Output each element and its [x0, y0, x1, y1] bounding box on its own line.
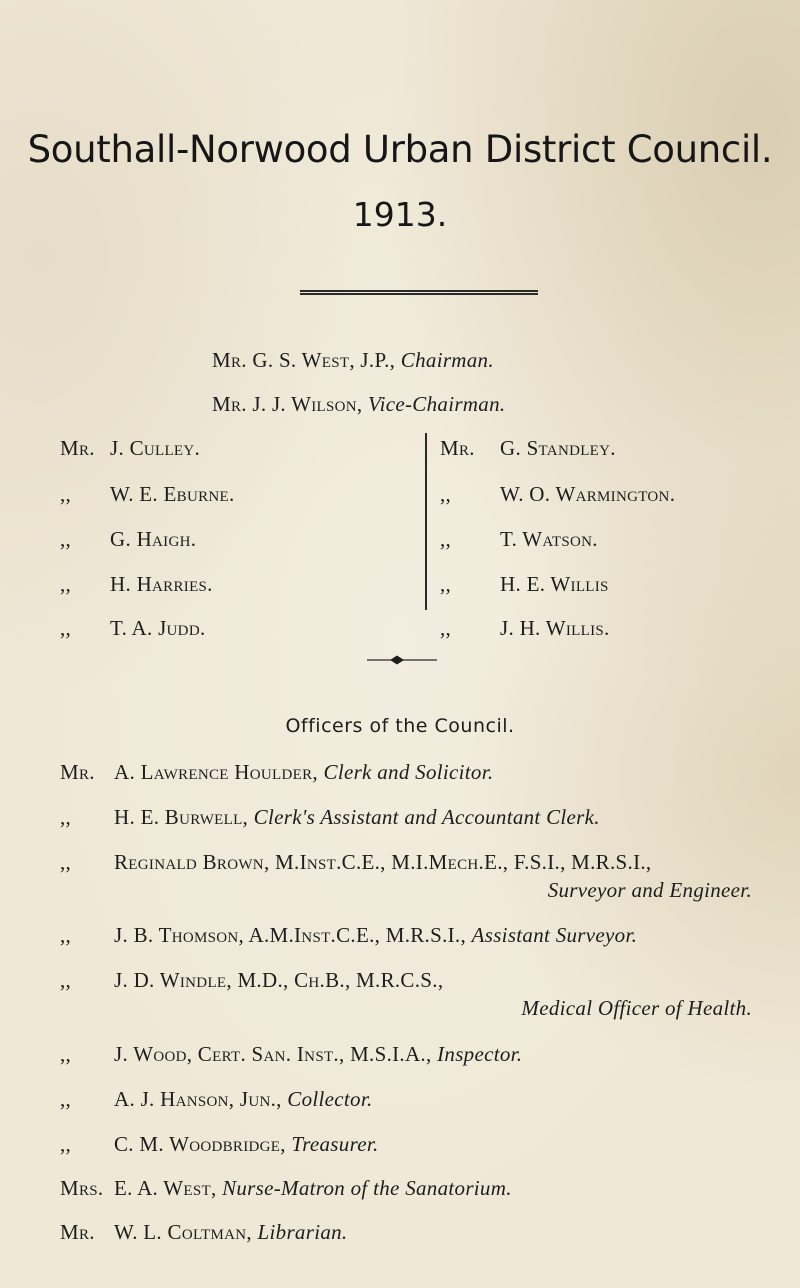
member-right-1: Mr. G. Standley.: [440, 436, 616, 460]
chairman-line: [212, 348, 494, 373]
column-divider: [425, 433, 427, 610]
member-right-5: ,, J. H. Willis.: [440, 616, 610, 640]
vice-chairman-name: Mr. J. J. Wilson,: [212, 392, 363, 416]
officer-entry-3-role: Surveyor and Engineer.: [547, 878, 752, 902]
vice-chairman-role: Vice-Chairman.: [368, 392, 506, 416]
officer-entry-2: ,, H. E. Burwell, Clerk's Assistant and Accountant Clerk.: [60, 805, 600, 829]
member-left-5: ,, T. A. Judd.: [60, 616, 206, 640]
member-left-4: ,, H. Harries.: [60, 572, 213, 596]
member-left-2: ,, W. E. Eburne.: [60, 482, 235, 506]
officer-entry-4: ,, J. B. Thomson, A.M.Inst.C.E., M.R.S.I., Assistant Surveyor.: [60, 923, 638, 947]
member-left-1: Mr. J. Culley.: [60, 436, 201, 460]
chairman-name: Mr. G. S. West, J.P.,: [212, 348, 396, 372]
officer-entry-3: ,, Reginald Brown, M.Inst.C.E., M.I.Mech.E., F.S.I., M.R.S.I.,: [60, 850, 652, 874]
diamond-rule-ornament: [367, 654, 437, 666]
officer-entry-5: ,, J. D. Windle, M.D., Ch.B., M.R.C.S.,: [60, 968, 444, 992]
officer-entry-10: Mr. W. L. Coltman, Librarian.: [60, 1220, 348, 1244]
document-title: Southall-Norwood Urban District Council.: [27, 128, 773, 171]
member-right-4: ,, H. E. Willis: [440, 572, 609, 596]
officer-entry-6: ,, J. Wood, Cert. San. Inst., M.S.I.A., Inspector.: [60, 1042, 523, 1066]
member-right-3: ,, T. Watson.: [440, 527, 598, 551]
double-rule-divider: [300, 290, 538, 295]
chairman-role: Chairman.: [400, 348, 494, 372]
officer-entry-7: ,, A. J. Hanson, Jun., Collector.: [60, 1087, 373, 1111]
officers-heading: Officers of the Council.: [285, 715, 515, 737]
officer-entry-5-role: Medical Officer of Health.: [521, 996, 752, 1020]
officer-entry-8: ,, C. M. Woodbridge, Treasurer.: [60, 1132, 379, 1156]
officer-entry-1: Mr. A. Lawrence Houlder, Clerk and Solicitor.: [60, 760, 494, 784]
officer-entry-9: Mrs. E. A. West, Nurse-Matron of the Sanatorium.: [60, 1176, 512, 1200]
member-right-2: ,, W. O. Warmington.: [440, 482, 676, 506]
member-left-3: ,, G. Haigh.: [60, 527, 197, 551]
document-year: 1913.: [352, 195, 448, 234]
vice-chairman-line: [212, 392, 505, 417]
